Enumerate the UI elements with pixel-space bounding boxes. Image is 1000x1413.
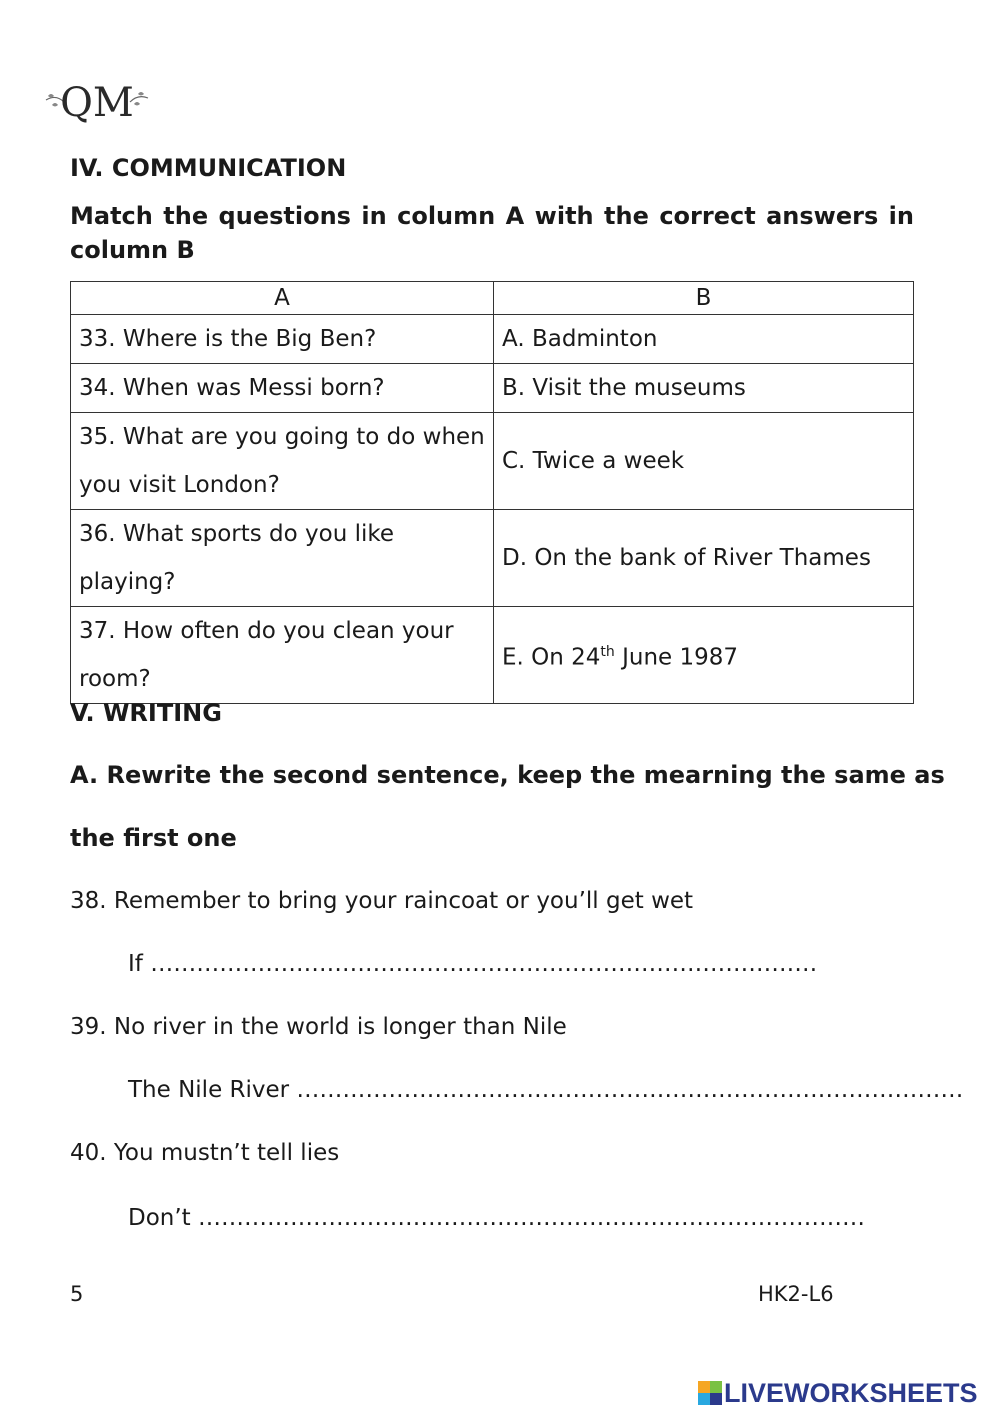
writing-instruction-line2: the first one [70,824,237,852]
table-row [71,413,914,510]
section-title-communication: IV. COMMUNICATION [70,154,347,182]
answer-line-38[interactable]: If …………………………………………………………………………… [128,951,818,977]
question-35: 35. What are you going to do when you visit London? [71,413,494,510]
table-row [71,510,914,607]
answer-line-39[interactable]: The Nile River …………………………………………………………………………… [128,1077,964,1103]
liveworksheets-watermark[interactable] [698,1378,978,1408]
communication-instruction: Match the questions in column A with the correct answers in column B [70,202,914,264]
answer-e-suffix: June 1987 [614,644,739,671]
question-34: 34. When was Messi born? [71,364,494,413]
answer-d: D. On the bank of River Thames [494,510,914,607]
question-37: 37. How often do you clean your room? [71,607,494,704]
column-a-header: A [71,282,494,315]
writing-instruction-line1: A. Rewrite the second sentence, keep the mearning the same as [70,761,945,789]
page-number: 5 [70,1282,84,1306]
qm-logo [42,72,152,132]
logo-text: QM [60,80,134,126]
answer-c: C. Twice a week [494,413,914,510]
answer-e-superscript: th [600,644,615,661]
answer-a: A. Badminton [494,315,914,364]
liveworksheets-icon [698,1381,722,1405]
question-33: 33. Where is the Big Ben? [71,315,494,364]
table-row [71,607,914,704]
question-36: 36. What sports do you like playing? [71,510,494,607]
table-header-row [71,282,914,315]
answer-b: B. Visit the museums [494,364,914,413]
column-b-header: B [494,282,914,315]
answer-e-prefix: E. On 24 [502,644,601,671]
table-row [71,315,914,364]
prompt-38: 38. Remember to bring your raincoat or you’ll get wet [70,888,694,914]
answer-line-40[interactable]: Don’t …………………………………………………………………………… [128,1205,865,1231]
document-code: HK2-L6 [758,1282,834,1306]
prompt-40: 40. You mustn’t tell lies [70,1140,340,1166]
answer-e [494,607,914,704]
qm-logo-graphic [42,72,152,132]
section-title-writing: V. WRITING [70,699,222,727]
prompt-39: 39. No river in the world is longer than Nile [70,1014,567,1040]
liveworksheets-label: LIVEWORKSHEETS [724,1377,978,1408]
matching-table [70,281,914,704]
table-row [71,364,914,413]
